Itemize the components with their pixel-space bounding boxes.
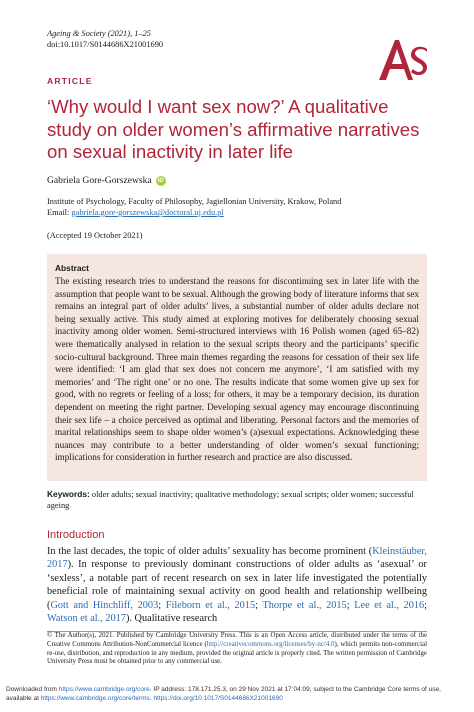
citation-link[interactable]: Thorpe et al., 2015 — [262, 599, 347, 611]
author-line — [47, 175, 166, 186]
download-notice — [6, 686, 468, 703]
citation-link[interactable]: Gott and Hinchliff, 2003 — [50, 599, 159, 611]
download-text-2: . IP address: 178.171.25.3, on 29 Nov 2021 at 17:04:09, subject to the Cambridge Core terms of use, available at — [6, 686, 441, 702]
citation-link[interactable]: Fileborn et al., 2015 — [165, 599, 256, 611]
cambridge-as-logo — [375, 30, 431, 86]
intro-text-7: ). Qualitative research — [125, 613, 218, 625]
license-link[interactable]: http://creativecommons.org/licenses/by-nc/4.0 — [206, 640, 335, 648]
download-text-3: . — [149, 694, 154, 702]
section-heading-introduction: Introduction — [47, 529, 105, 541]
abstract-text: The existing research tries to understand the reasons for discontinuing sex in later life with the assumption that people want to be sexual. Although the growing body of literature informs that sex remains an integral part of older adults’ lives, a substantial number of older adults declare not being sexually active. This study aimed at exploring motives for deliberately choosing sexual inactivity among older women. Semi-structured interviews with 16 Polish women (aged 65–82) were thematically analysed in relation to the sexual scripts theory and the participants’ specific socio-cultural background. Three main themes regarding the reasons for cessation of their sex life were identified: ‘I am glad that sex does not concern me anymore’, ‘I am satisfied with my memories’ and ‘The right one’ or no one. The results indicate that some women give up sex for good, with no regrets or feeling of a loss; for others, it may be a temporary decision, its duration dependent on meeting the right partner. Developing sexual agency may encourage discontinuing their sex life – a choice perceived as optimal and liberating. Personal factors and the memories of marital relationships seem to shape older women’s (a)sexual expectations. Acknowledging these nuances may contribute to a better understanding of older women’s sexual functioning; implications for consideration in further research and practice are also discussed. — [55, 276, 419, 463]
download-text-1: Downloaded from — [6, 686, 59, 693]
accepted-date: (Accepted 19 October 2021) — [47, 231, 143, 240]
intro-text-2: ). In response to previously dominant constructions of older adults as ‘asexual’ or ‘sexless’, a notable part of recent research on sex in later life investigated the potentially beneficial role of maintaining sexual activity on good health and relationship wellbeing ( — [47, 559, 427, 611]
terms-link[interactable]: https://www.cambridge.org/core/terms — [40, 694, 150, 702]
journal-meta: (2021), 1–25 — [107, 29, 151, 38]
intro-text-4: ; — [255, 599, 263, 611]
orcid-icon[interactable]: iD — [157, 177, 164, 184]
author-name[interactable]: Gabriela Gore-Gorszewska — [47, 175, 152, 186]
abstract-box — [47, 254, 427, 481]
citation-link[interactable]: Watson et al., 2017 — [47, 613, 126, 625]
email-link[interactable]: gabriela.gore-gorszewska@doctoral.uj.edu.pl — [71, 208, 224, 217]
keywords-text: older adults; sexual inactivity; qualitative methodology; sexual scripts; older women; successful ageing — [47, 490, 414, 510]
article-title: ‘Why would I want sex now?’ A qualitative study on older women’s affirmative narratives on sexual inactivity in later life — [47, 96, 420, 162]
doi: doi:10.1017/S0144686X21001690 — [47, 40, 164, 49]
intro-text-3: ; — [158, 599, 166, 611]
keywords — [47, 489, 427, 511]
abstract-heading: Abstract — [55, 263, 89, 273]
doi-link[interactable]: https://doi.org/10.1017/S0144686X21001690 — [153, 694, 283, 702]
intro-text-6: ; — [424, 599, 428, 611]
intro-text-1: In the last decades, the topic of older adults’ sexuality has become prominent ( — [47, 546, 373, 557]
journal-header — [47, 28, 163, 50]
citation-link[interactable]: Lee et al., 2016 — [354, 599, 425, 611]
intro-text-5: ; — [346, 599, 355, 611]
article-type-label: ARTICLE — [47, 76, 93, 86]
copyright-notice — [47, 632, 427, 667]
cambridge-core-link[interactable]: https://www.cambridge.org/core — [58, 686, 150, 693]
copyright-text-1: © The Author(s), 2021. Published by Cambridge University Press. This is an Open Access article, distributed under the terms of the Creative Commons Attribution-NonCommercial licence ( — [47, 632, 427, 648]
keywords-label: Keywords: — [47, 489, 90, 499]
email-label: Email: — [47, 208, 70, 217]
institution: Institute of Psychology, Faculty of Philosophy, Jagiellonian University, Krakow, Poland — [47, 197, 342, 206]
introduction-paragraph — [47, 545, 427, 625]
copyright-text-2: ), which permits non-commercial re-use, distribution, and reproduction in any medium, provided the original article is properly cited. The written permission of Cambridge University Press must be obtained prior to any commercial use. — [47, 640, 427, 666]
affiliation — [47, 196, 427, 218]
citation-link[interactable]: Kleinstäuber, 2017 — [47, 546, 427, 571]
journal-name: Ageing & Society — [47, 29, 106, 38]
